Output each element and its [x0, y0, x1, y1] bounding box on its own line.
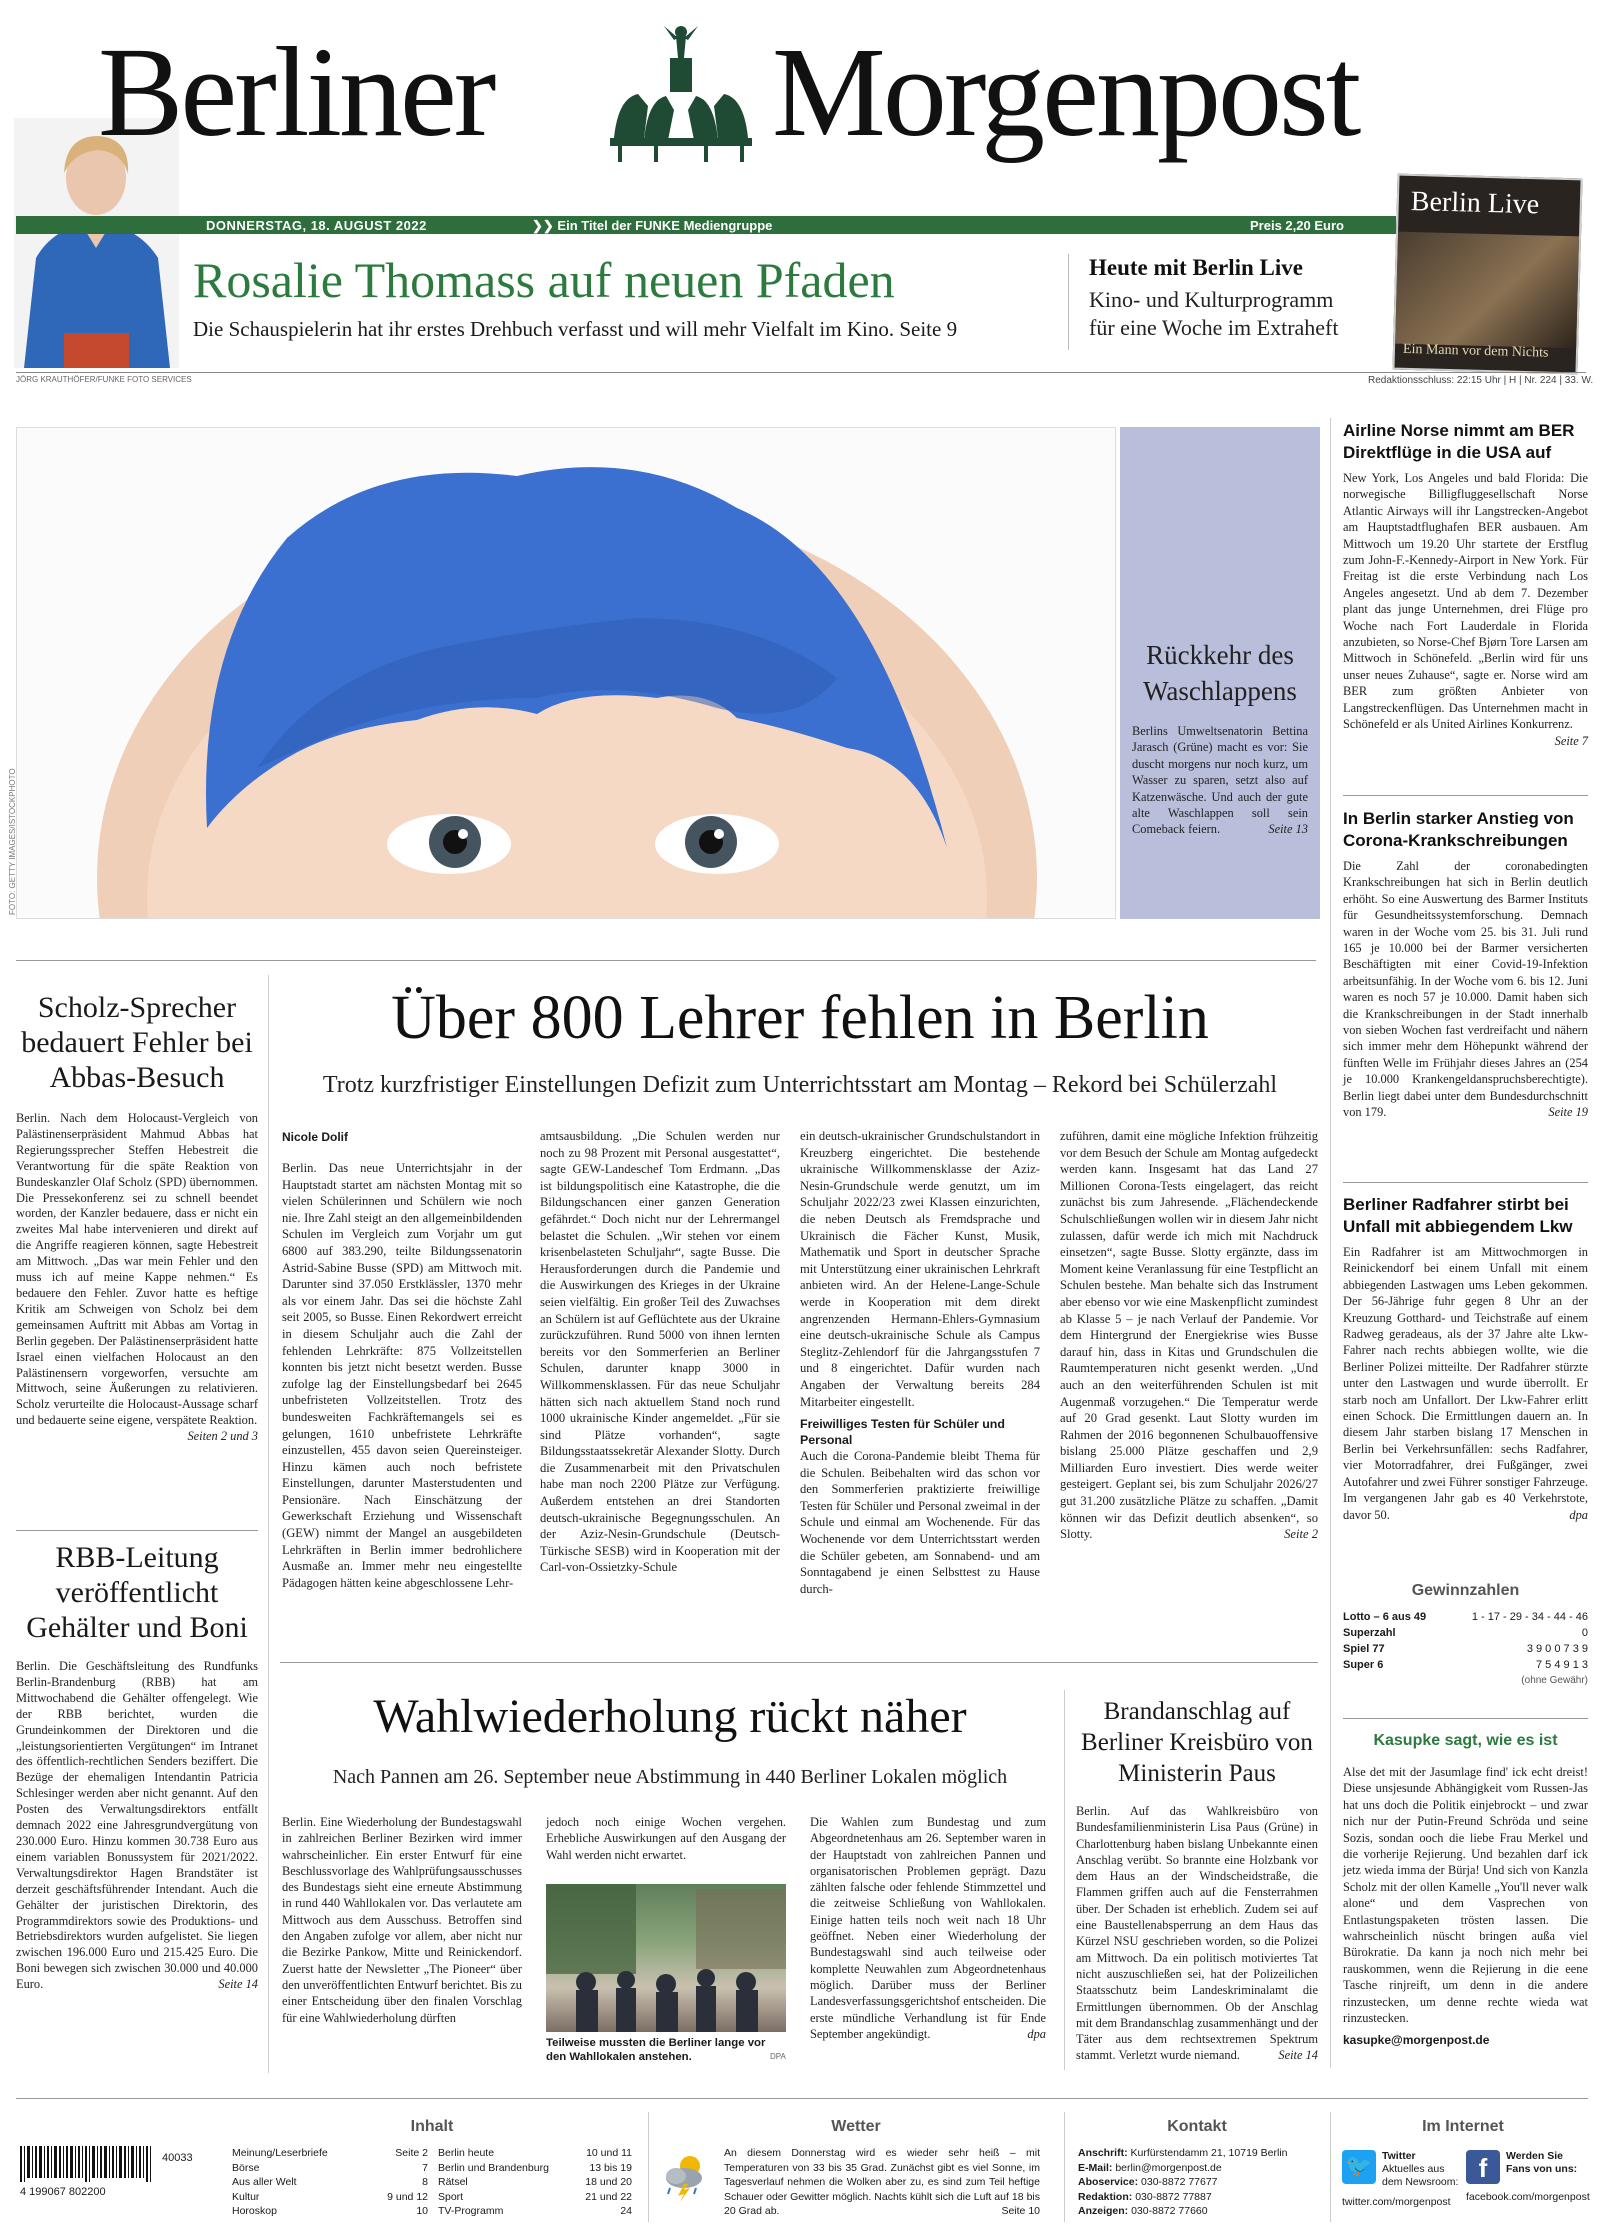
inhalt-item-page: 10 und 11	[586, 2147, 632, 2159]
lotto-row	[1343, 1626, 1588, 1640]
masthead-title-right: Morgenpost	[772, 21, 1359, 163]
facebook-label: Werden Sie Fans von uns:	[1506, 2150, 1578, 2175]
kontakt-label: E-Mail:	[1078, 2161, 1113, 2174]
brand-body	[1076, 1803, 1318, 2064]
weather-cloud-lightning-icon	[660, 2150, 712, 2202]
lead-col-3	[800, 1128, 1040, 1597]
masthead-date: DONNERSTAG, 18. AUGUST 2022	[206, 218, 427, 233]
right-news-2	[1343, 808, 1588, 1121]
hero-text-body: Berlins Umweltsenatorin Bettina Jarasch (Grüne) macht es vor: Sie duscht morgens nur noch kurz, um Wasser zu sparen, setzt also auf Katzenwäsche. Und auch der gute alte Waschlappen soll sein Comeback feiern.	[1132, 724, 1308, 837]
lotto-label: Super 6	[1343, 1659, 1384, 1671]
wahl-page[interactable]: dpa	[1027, 2026, 1046, 2041]
masthead-rule	[16, 372, 1586, 373]
scholz-headline[interactable]: Scholz-Sprecher bedauert Fehler bei Abbas-Besuch	[21, 991, 253, 1094]
kasupke-title[interactable]: Kasupke sagt, wie es ist	[1373, 1732, 1558, 1749]
wahl-col-3	[810, 1814, 1046, 2042]
right-news-3-page[interactable]: dpa	[1569, 1507, 1588, 1522]
lead-col-3b: Auch die Corona-Pandemie bleibt Thema für die Schulen. Beibehalten wird das schon vor den Sommerferien praktizierte freiwillige Testen für Schüler und Personal zweimal in der Schule und einmal am Wochenende. Für das Wochenende vor dem Unterrichtsstart werden die Schüler gebeten, am Sonnabend- und am Sonntagabend je einen Selbsttest zu Hause durch-	[800, 1449, 1040, 1596]
lead-col-1: Berlin. Das neue Unterrichtsjahr in der Hauptstadt startet am nächsten Montag mit so vielen Schülerinnen und Schülern wie noch nie. Ihre Zahl steigt an den allgemeinbildenden Schulen im Vergleich zum Vorjahr um gut 6800 auf 383.290, teilte Bildungssenatorin Astrid-Sabine Busse (SPD) am Mittwoch mit. Darunter sind 37.050 Erstklässler, 1370 mehr als vor einem Jahr. Das sei die höchste Zahl seit 2005, so Busse. Einen Rekordwert erreicht in diesem Schuljahr auch die Zahl der fehlenden Lehrkräfte: 875 Vollzeitstellen konnten bis jetzt nicht besetzt werden. Busse zufolge lag der Einstellungsbedarf bei 2645 unbefristeten Vollzeitstellen. Trotz des bundesweiten Fachkräftemangels sei es gelungen, 1610 unbefristete Lehrkräfte einzustellen, 455 davon seien Quereinsteiger. Hinzu kämen auch noch befristete Einstellungen, darunter Masterstudenten und Pensionäre. Nach Einschätzung der Gewerkschaft Erziehung und Wissenschaft (GEW) nimmt der Mangel an ausgebildeten Lehrkräften in Berlin immer bedrohlichere Ausmaße an. Immer mehr neu eingestellte Pädagogen hätten keine abgeschlossene Lehr-	[282, 1161, 522, 1590]
lead-author: Nicole Dolif	[282, 1130, 349, 1144]
wetter-text-body: An diesem Donnerstag wird es wieder sehr heiß – mit Temperaturen von 33 bis 35 Grad. Zunächst gibt es viel Sonne, im Tagesverlauf nehmen die Wolken aber zu, es sind zum Teil heftige Schauer oder Gewitter möglich. Nachts kühlt sich die Luft auf 18 bis 20 Grad ab.	[724, 2147, 1040, 2217]
lotto-label: Lotto – 6 aus 49	[1343, 1611, 1427, 1623]
inhalt-item-name: Rätsel	[438, 2176, 468, 2188]
inhalt-item-name: Börse	[232, 2161, 260, 2174]
inhalt-item[interactable]	[438, 2204, 632, 2219]
lotto-label: Superzahl	[1343, 1627, 1396, 1639]
inhalt-item-page: 18 und 20	[585, 2176, 632, 2188]
magazine-cover-photo	[1395, 232, 1582, 349]
twitter-label: Twitter	[1382, 2150, 1416, 2162]
right-news-2-body	[1343, 858, 1588, 1121]
internet-title: Im Internet	[1422, 2118, 1504, 2135]
brand-divider	[1064, 1690, 1065, 2070]
scholz-text: Berlin. Nach dem Holocaust-Vergleich von Palästinenserpräsident Mahmud Abbas hat Regierungssprecher Steffen Hebestreit die Verantwortung für die späte Reaktion von Bundeskanzler Olaf Scholz (SPD) übernommen. Die Pressekonferenz sei zu schnell beendet worden, der Kanzler bedauere, dass er nicht ein zweites Mal habe intervenieren und direkt auf die Angriffe reagieren können, sagte Hebestreit am Mittwoch. „Das war mein Fehler und den muss ich auf meine Kappe nehmen.“ Es bedauere den Fehler. Zuvor hatte es heftige Kritik am Schweigen von Scholz bei dem gemeinsamen Auftritt mit Abbas am Vortag in Berlin gegeben. Der Palästinenserpräsident hatte Israel einen vielfachen Holocaust an den Palästinensern vorgeworfen, versuchte am Mittwoch, seine Äußerungen zu relativieren. Scholz verurteilte die Holocaust-Aussage scharf und bedauerte seine eigene, verspätete Reaktion.	[16, 1111, 258, 1428]
rbb-body	[16, 1659, 258, 1993]
kontakt-label: Anschrift:	[1078, 2147, 1128, 2159]
lotto-row	[1343, 1658, 1588, 1672]
berlin-live-magazine[interactable]	[1392, 174, 1582, 375]
wahl-col-2: jedoch noch einige Wochen vergehen. Erhebliche Auswirkungen auf den Ausgang der Wahl werden nicht erwartet.	[546, 1815, 786, 1862]
lead-bottom-rule	[280, 1662, 1318, 1663]
kontakt-value: 030-8872 77677	[1141, 2176, 1218, 2188]
inhalt-item-name: Sport	[438, 2190, 464, 2203]
right-rule-1	[1343, 795, 1588, 796]
inhalt-item-name: TV-Programm	[438, 2205, 504, 2217]
brand-text: Berlin. Auf das Wahlkreisbüro von Bundesfamilienministerin Lisa Paus (Grüne) in Charlottenburg haben bislang Unbekannte einen Anschlag verübt. So brannte eine Holzbank vor dem Haus an der Windscheidstraße, die Flammen griffen auch auf die Fensterrahmen über. Der Schaden ist erheblich. Zudem sei auf eine Baustellenabsperrung an dem Haus das Kürzel NSU geschrieben worden, so die Polizei am Mittwoch. Da ein politisch motiviertes Tat nicht auszuschließen sei, hat der Polizeilichen Staatsschutz beim Landeskriminalamt die Ermittlungen übernommen. Ob der Anschlag mit dem Brandanschlag zusammenhängt und der Täter aus dem rechtsextremen Spektrum stammt. Verletzt wurde niemand.	[1076, 1804, 1318, 2063]
right-news-1-page[interactable]: Seite 7	[1554, 733, 1588, 748]
twitter-text: Aktuelles aus dem Newsroom:	[1382, 2163, 1459, 2188]
inhalt-list-right	[438, 2146, 632, 2219]
kontakt-label: Redaktion:	[1078, 2190, 1133, 2203]
hero-photo[interactable]	[16, 427, 1116, 919]
lotto-value: 3 9 0 0 7 3 9	[1526, 1643, 1588, 1655]
masthead-publisher-text: Ein Titel der FUNKE Mediengruppe	[557, 218, 773, 233]
footer-divider-3	[1330, 2112, 1331, 2222]
right-news-1-body	[1343, 470, 1588, 748]
facebook-block[interactable]	[1466, 2150, 1590, 2204]
rbb-text: Berlin. Die Geschäftsleitung des Rundfunks Berlin-Brandenburg (RBB) hat am Mittwochabend die Gehälter offengelegt. Wie der RBB berichtet, wurden die Grundeinkommen der Direktoren und die „leistungsorientierten Vergütungen“ im Intranet des öffentlich-rechtlichen Senders beziffert. Die Bezüge der ehemaligen Intendantin Patricia Schlesinger werden aber nicht genannt. Auf den Posten des Verwaltungsdirektors entfällt demnach 2022 eine Jahresgrundvergütung von 230.000 Euro. Hinzu kommen 30.738 Euro aus einem variablen Bonussystem für 2021/2022. Verwaltungsdirektor Hagen Brandstäter ist derzeit geschäftsführender Intendant. Auch die Gehälter der juristischen Direktorin, des Programmdirektors sowie des Produktions- und Betriebsdirektors wurden aufgelistet. Sie liegen zwischen 196.000 Euro und 215.425 Euro. Die Boni bewegen sich zwischen 30.000 und 40.000 Euro.	[16, 1659, 258, 1992]
inhalt-item-page: 24	[620, 2205, 632, 2217]
lotto-title: Gewinnzahlen	[1411, 1582, 1520, 1599]
kontakt-row	[1078, 2175, 1328, 2190]
wahl-photo[interactable]	[546, 1884, 786, 2032]
inhalt-item-page: 13 bis 19	[589, 2161, 632, 2174]
extra-line1: Kino- und Kulturprogramm	[1089, 287, 1334, 312]
right-news-3-text: Ein Radfahrer ist am Mittwochmorgen in Reinickendorf bei einem Unfall mit einem abbiegenden Lastwagen ums Leben gekommen. Der 56-Jährige fuhr gegen 8 Uhr an der Kreuzung Gotthard- und Teichstraße auf einem Radweg geradeaus, als der 37 Jahre alte Lkw-Fahrer nach rechts abbiegen wollte, wie die Berliner Polizei mitteilte. Der Radfahrer stürzte unter den Lastwagen und wurde überrollt. Er starb noch am Unfallort. Der Lkw-Fahrer erlitt einen Schock. Die Ermittlungen dauern an. In diesem Jahr starben bislang 17 Menschen in Berlin bei Verkehrsunfällen: sechs Radfahrer, vier Motorradfahrer, drei Fußgänger, zwei Autofahrer und zwei Führer sonstiger Fahrzeuge. Im vergangenen Jahr gab es 40 Verkehrstote, davor 50.	[1343, 1245, 1588, 1522]
rbb-page[interactable]: Seite 14	[218, 1977, 258, 1992]
lotto-row	[1343, 1642, 1588, 1656]
barcode-issue: 40033	[162, 2152, 193, 2164]
footer-rule	[16, 2098, 1588, 2099]
magazine-title: Berlin Live	[1410, 185, 1540, 221]
inhalt-item-name: Kultur	[232, 2190, 260, 2203]
inhalt-item-name: Berlin und Brandenburg	[438, 2161, 549, 2174]
wahl-photo-credit: DPA	[770, 2052, 786, 2061]
kontakt-value: Kurfürstendamm 21, 10719 Berlin	[1130, 2147, 1288, 2159]
lotto-value: 7 5 4 9 1 3	[1536, 1659, 1588, 1671]
footer-divider-2	[1064, 2112, 1065, 2222]
inhalt-item-page: Seite 2	[395, 2147, 428, 2159]
hero-photo-credit: FOTO: GETTY IMAGES/ISTOCKPHOTO	[8, 768, 17, 915]
right-news-2-text: Die Zahl der coronabedingten Krankschreibungen hat sich in Berlin deutlich erhöht. So eine Auswertung des Barmer Instituts für Gesundheitssystemforschung. Demnach waren in der Woche vom 25. bis 31. Juli rund 165 je 10.000 bei der Barmer versicherten Beschäftigten mit einer Covid-19-Infektion arbeitsunfähig. In der Woche vom 6. bis 12. Juni waren es noch 57 je 10.000. Damit haben sich die Krankschreibungen in der Stadt innerhalb von sieben Wochen fast verdreifacht und nähern sich immer mehr dem Höhepunkt während der fünften Welle im Frühjahr dieses Jahres an (254 je 10.000 Krankengeldanspruchsberechtigte). Berlin liegt dabei unter dem Bundesdurchschnitt von 179.	[1343, 859, 1588, 1120]
right-news-1-text: New York, Los Angeles und bald Florida: Die norwegische Billigfluggesellschaft Norse Atlantic Airways will ihr Langstrecken-Angebot am Hauptstadtflughafen BER ausbauen. Am Mittwoch um 19.20 Uhr startete der Erstflug zum John-F.-Kennedy-Airport in New York. Für Freitag ist die erste Verbindung nach Los Angeles angesetzt. Und ab dem 7. Dezember plant das junge Unternehmen, drei Flüge pro Woche nach Fort Lauderdale in Florida anzubieten, so Norse-Chef Bjørn Tore Larsen am Mittwoch in Schönefeld. „Berlin wird für uns unser neues Zuhause“, sagte er. Norse wird am BER zum größten Anbieter von Langstreckenflügen. Das Unternehmen macht in Schönefeld er als United Airlines Konkurrenz.	[1343, 471, 1588, 732]
wahl-caption: Teilweise mussten die Berliner lange vor den Wahllokalen anstehen.	[546, 2037, 766, 2063]
barcode-number: 4 199067 802200	[20, 2186, 106, 2198]
inhalt-item-page: 10	[416, 2205, 428, 2217]
right-column-divider	[1330, 418, 1331, 2068]
scholz-article	[16, 990, 258, 1445]
quadriga-logo	[604, 18, 758, 168]
wahl-headline[interactable]: Wahlwiederholung rückt näher	[373, 1690, 967, 1743]
wahl-col-3-text: Die Wahlen zum Bundestag und zum Abgeordnetenhaus am 26. September waren in der Hauptstadt von zahlreichen Pannen und organisatorischen Problemen geprägt. Dazu zählten falsche oder fehlende Stimmzettel und die zeitweise Schließung von Wahllokalen. Einige hatten teils noch weit nach 18 Uhr geöffnet. Neben einer Wiederholung der Bundestagswahl sind auch teilweise oder komplette Neuwahlen zum Abgeordnetenhaus möglich. Darüber muss der Berliner Landesverfassungsgerichtshof entscheiden. Die erste mündliche Verhandlung ist für Ende September angekündigt.	[810, 1815, 1046, 2041]
inhalt-item-page: 9 und 12	[387, 2190, 428, 2203]
lead-col-3a: ein deutsch-ukrainischer Grundschulstandort in Kreuzberg eingerichtet. Die bestehende ukrainische Willkommensklasse der Aziz-Nesin-Grundschule werde genutzt, um im Schuljahr 2022/23 zwei Klassen einzurichten, die neben Deutsch als Fremdsprache und Ukrainisch die Fächer Kunst, Musik, Mathematik und Sport in deutscher Sprache mit Unterstützung einer ukrainischen Lehrkraft anbieten wird. An der Helene-Lange-Schule werde in Kooperation mit dem direkt angrenzenden Hermann-Ehlers-Gymnasium eine deutsch-ukrainische Schule als Campus Steglitz-Zehlendorf für die Jahrgangsstufen 7 und 8 eingerichtet. Dafür wurden nach Angaben der Verwaltung bereits 284 Mitarbeiter eingestellt.	[800, 1129, 1040, 1409]
right-rule-3	[1343, 1718, 1588, 1719]
lead-page[interactable]: Seite 2	[1284, 1527, 1318, 1542]
brand-page[interactable]: Seite 14	[1278, 2048, 1318, 2063]
rbb-headline[interactable]: RBB-Leitung veröffentlicht Gehälter und Boni	[26, 1541, 248, 1644]
inhalt-item[interactable]	[232, 2204, 428, 2219]
inhalt-item-name: Meinung/Leserbriefe	[232, 2147, 328, 2159]
extra-title[interactable]: Heute mit Berlin Live	[1089, 255, 1303, 280]
inhalt-item-name: Horoskop	[232, 2205, 277, 2217]
kontakt-row	[1078, 2161, 1328, 2176]
twitter-handle[interactable]: twitter.com/morgenpost	[1342, 2196, 1451, 2208]
extra-line2: für eine Woche im Extraheft	[1089, 315, 1339, 340]
twitter-icon: 🐦	[1342, 2150, 1376, 2184]
wahl-subline: Nach Pannen am 26. September neue Abstimmung in 440 Berliner Lokalen möglich	[332, 1766, 1008, 1788]
wetter-page[interactable]: Seite 10	[1001, 2205, 1040, 2217]
scholz-body	[16, 1111, 258, 1444]
right-rule-2	[1343, 1182, 1588, 1183]
kontakt-label: Anzeigen:	[1078, 2205, 1129, 2217]
inhalt-item[interactable]	[232, 2146, 428, 2161]
facebook-icon: f	[1466, 2150, 1500, 2184]
left-rule-mid	[16, 1530, 258, 1531]
kontakt-title: Kontakt	[1167, 2118, 1227, 2135]
inhalt-item-name: Berlin heute	[438, 2147, 495, 2159]
lead-headline[interactable]: Über 800 Lehrer fehlen in Berlin	[391, 984, 1209, 1052]
hero-box	[1120, 427, 1320, 919]
kontakt-label: Aboservice:	[1078, 2176, 1139, 2188]
lead-col-4	[1060, 1128, 1318, 1543]
inhalt-item-page: 7	[422, 2161, 428, 2174]
brand-article	[1076, 1696, 1318, 2064]
wahl-col-1: Berlin. Eine Wiederholung der Bundestagswahl in zahlreichen Berliner Bezirken wird immer wahrscheinlicher. Ein erster Entwurf für eine Beschlussvorlage des Wahlprüfungsausschusses des Bundestags sieht eine erneute Abstimmung in rund 440 Wahllokalen vor. Das verlautete am Mittwoch aus dem Ausschuss. Betroffen sind den Angaben zufolge vor allem, aber nicht nur die Bezirke Pankow, Mitte und Reinickendorf. Zuerst hatte der Newsletter „The Pioneer“ über den unveröffentlichten Entwurf berichtet. Bis zu einer Entscheidung über den finalen Vorschlag für eine Wahlwiederholung dürften	[282, 1815, 522, 2025]
masthead-meta: Redaktionsschluss: 22:15 Uhr | H | Nr. 224 | 33. W.	[1368, 375, 1594, 386]
kontakt-list	[1078, 2146, 1328, 2219]
masthead-price: Preis 2,20 Euro	[1250, 218, 1344, 233]
lotto-box	[1343, 1582, 1588, 1688]
lead-subline: Trotz kurzfristiger Einstellungen Defizit zum Unterrichtsstart am Montag – Rekord bei Schülerzahl	[322, 1072, 1278, 1098]
right-news-2-title[interactable]: In Berlin starker Anstieg von Corona-Krankschreibungen	[1343, 809, 1574, 850]
inhalt-list-left	[232, 2146, 428, 2219]
inhalt-item-name: Aus aller Welt	[232, 2176, 297, 2188]
kontakt-row	[1078, 2146, 1328, 2161]
hero-text	[1132, 723, 1308, 838]
hero-title[interactable]: Rückkehr des Waschlappens	[1143, 640, 1297, 706]
kontakt-value[interactable]: berlin@morgenpost.de	[1115, 2161, 1222, 2174]
inhalt-item[interactable]	[232, 2161, 428, 2176]
lotto-note: (ohne Gewähr)	[1521, 1675, 1588, 1686]
wetter-title: Wetter	[831, 2118, 881, 2135]
inhalt-item-page: 8	[422, 2176, 428, 2188]
chevron-icon: ❯❯	[532, 218, 558, 233]
inhalt-item[interactable]	[232, 2175, 428, 2190]
facebook-handle[interactable]: facebook.com/morgenpost	[1466, 2191, 1590, 2203]
left-column-divider	[268, 975, 269, 2073]
lotto-value: 1 - 17 - 29 - 34 - 44 - 46	[1471, 1611, 1588, 1623]
lead-col-4-text: zuführen, damit eine mögliche Infektion frühzeitig vor dem Besuch der Schule am Montag aufgedeckt werden kann. Insgesamt hat das Land 27 Millionen Corona-Tests eingelagert, das reicht zunächst bis zum Jahresende. „Flächendeckende Schulschließungen wollen wir in diesem Jahr nicht zulassen, dafür werde ich mich mit Nachdruck einsetzen“, sagte Busse. Slotty ergänzte, dass im Moment keine Veranlassung für eine Testpflicht an Schulen bestehe. Man behalte sich das Instrument aber ebenso vor wie eine Maskenpflicht zumindest ab Klasse 5 – je nach Verlauf der Pandemie. Vor dem Hintergrund der Energiekrise wies Busse darauf hin, dass in Kitas und Grundschulen die Raumtemperaturen nicht gesenkt werden. „Und auch an den weiterführenden Schulen ist mit Augenmaß vorzugehen.“ Die Temperatur werde auf 20 Grad gesenkt. Laut Slotty wurden im Rahmen der 2016 begonnenen Schulbauoffensive bislang 25.000 Plätze geschaffen und 2,9 Milliarden Euro investiert. Dies werde weiter gesteigert. Geplant sei, bis zum Schuljahr 2026/27 gut 31.200 zusätzliche Plätze zu schaffen. „Damit können wir das Defizit deutlich absenken“, so Slotty.	[1060, 1129, 1318, 1542]
left-rule-top	[16, 960, 1316, 961]
footer-divider-1	[648, 2112, 649, 2222]
inhalt-item[interactable]	[438, 2146, 632, 2161]
teaser-subline: Die Schauspielerin hat ihr erstes Drehbuch verfasst und will mehr Vielfalt im Kino. Seite 9	[193, 317, 958, 341]
kontakt-value: 030-8872 77887	[1135, 2190, 1212, 2203]
kontakt-row	[1078, 2190, 1328, 2205]
masthead-publisher	[532, 218, 772, 234]
inhalt-title: Inhalt	[410, 2118, 454, 2135]
masthead-divider	[1068, 254, 1069, 350]
right-news-3-body	[1343, 1244, 1588, 1523]
kasupke-text: Alse det mit der Jasumlage find' ick echt dreist! Diese unsjesunde Abhängigkeit vom Russen-Jas hat uns doch die Politik einjebrockt – und zwar nich nur der Putin-Freund Schröda und seine Sozis, sondan ooch die liebe Frau Merkel und die vorherije Rejierung. Und bezahlen darf ick jetz wieda imma der Bürja! Und sich von Kanzla Scholz mit der ollen Kamelle „You'll never walk alone“ und dem Vasprechen von Entlastungspaketen trösten lassen. Die wahrscheinlich nüscht bringen außa viel Bürokratie. Da kann ja noch nich mehr bei rauskommen, wenn die Rejierung in die eene Tasche rinjreift, um denn in die andere rinzustecken, um denne rechte wieda wat rinzustecken.	[1343, 1765, 1588, 2026]
right-news-2-page[interactable]: Seite 19	[1548, 1105, 1588, 1120]
lead-col-2: amtsausbildung. „Die Schulen werden nur noch zu 98 Prozent mit Personal ausgestattet“, sagte GEW-Landeschef Tom Erdmann. „Das ist bildungspolitisch eine Katastrophe, die die Bildungschancen einer ganzen Generation gefährdet.“ Doch nicht nur der Lehrermangel belastet die Schulen. „Wir stehen vor einem krisenbelasteten Schuljahr“, sagte Busse. Die Herausforderungen durch die Pandemie und die Auswirkungen des Krieges in der Ukraine seien vielfältig. Ein großer Teil des Zuwachses an Schülern ist auf Geflüchtete aus der Ukraine zurückzuführen. Rund 5000 von ihnen lernten bereits vor den Sommerferien an Berliner Schulen, darunter knapp 3000 in Willkommensklassen. Für das neue Schuljahr hätten sich nach aktuellem Stand noch rund 1000 ukrainische Kinder angemeldet. „Für sie sind Plätze vorhanden“, sagte Bildungsstaatssekretär Alexander Slotty. Durch die Zusammenarbeit mit den Privatschulen habe man noch 2200 Plätze zur Verfügung. Außerdem entstehen an drei Standorten deutsch-ukrainische Begegnungsschulen. An der Aziz-Nesin-Grundschule (Deutsch-Türkische SESB) wird in Kooperation mit der Carl-von-Ossietzky-Schule	[540, 1129, 780, 1575]
lead-col-3-subhead: Freiwilliges Testen für Schüler und Personal	[800, 1417, 1005, 1448]
teaser-photo-credit: JÖRG KRAUTHÖFER/FUNKE FOTO SERVICES	[16, 375, 192, 384]
lotto-value: 0	[1581, 1627, 1588, 1639]
inhalt-item-page: 21 und 22	[585, 2190, 632, 2203]
kontakt-row	[1078, 2204, 1328, 2219]
magazine-caption: Ein Mann vor dem Nichts	[1402, 341, 1549, 361]
kasupke-mail[interactable]: kasupke@morgenpost.de	[1343, 2032, 1490, 2047]
lotto-label: Spiel 77	[1343, 1643, 1385, 1655]
hero-page-ref[interactable]: Seite 13	[1268, 822, 1308, 837]
kasupke-box	[1343, 1732, 1588, 2047]
inhalt-item[interactable]	[438, 2175, 632, 2190]
inhalt-item[interactable]	[438, 2161, 632, 2176]
masthead-title-left: Berliner	[98, 21, 494, 163]
teaser-headline[interactable]: Rosalie Thomass auf neuen Pfaden	[193, 252, 895, 308]
lotto-row	[1343, 1610, 1588, 1624]
rbb-article	[16, 1540, 258, 1993]
right-news-3-title[interactable]: Berliner Radfahrer stirbt bei Unfall mit abbiegendem Lkw	[1343, 1195, 1573, 1236]
inhalt-item[interactable]	[438, 2190, 632, 2205]
right-news-1	[1343, 420, 1588, 749]
twitter-block[interactable]	[1342, 2150, 1466, 2209]
scholz-page[interactable]: Seiten 2 und 3	[187, 1429, 258, 1444]
right-news-3	[1343, 1194, 1588, 1523]
kontakt-value: 030-8872 77660	[1131, 2205, 1208, 2217]
right-news-1-title[interactable]: Airline Norse nimmt am BER Direktflüge in die USA auf	[1343, 421, 1575, 462]
wetter-text	[724, 2146, 1040, 2219]
inhalt-item[interactable]	[232, 2190, 428, 2205]
brand-headline[interactable]: Brandanschlag auf Berliner Kreisbüro von Ministerin Paus	[1081, 1698, 1313, 1787]
